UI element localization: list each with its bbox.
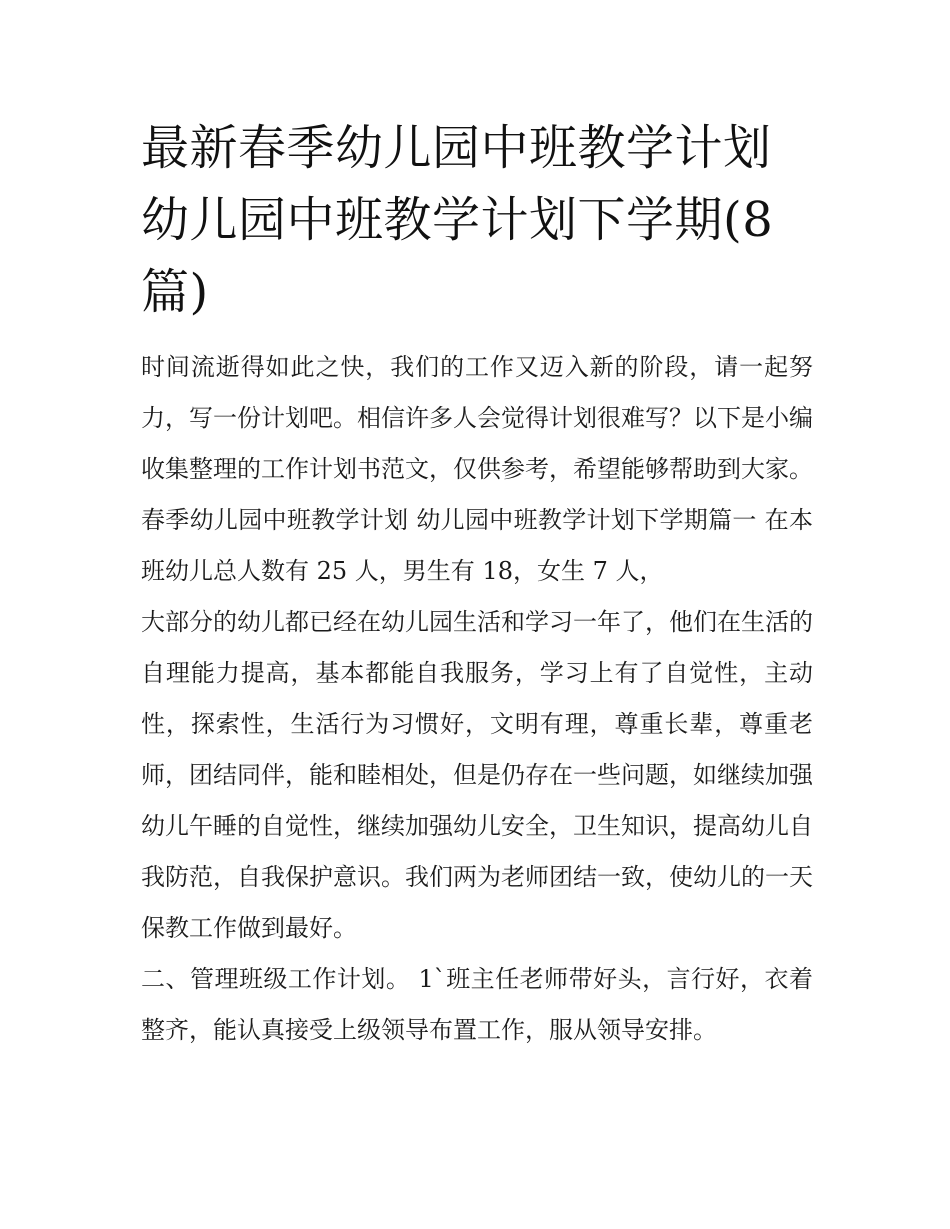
class-size-paragraph: 春季幼儿园中班教学计划 幼儿园中班教学计划下学期篇一 在本班幼儿总人数有 25 人，男生有 18，女生 7 人， [141, 506, 813, 585]
class-management-paragraph: 二、管理班级工作计划。 1`班主任老师带好头，言行好，衣着整齐，能认真接受上级领导布置工作，服从领导安排。 [141, 965, 813, 1044]
title-line-3: 篇) [141, 264, 209, 320]
class-analysis-paragraph: 大部分的幼儿都已经在幼儿园生活和学习一年了，他们在生活的自理能力提高，基本都能自我服务，学习上有了自觉性，主动性，探索性，生活行为习惯好，文明有理，尊重长辈，尊重老师，团结同伴，能和睦相处，但是仍存在一些问题，如继续加强幼儿午睡的自觉性，继续加强幼儿安全，卫生知识，提高幼儿自我防范，自我保护意识。我们两为老师团结一致，使幼儿的一天保教工作做到最好。 [141, 608, 813, 942]
document-body [141, 112, 813, 1056]
title-line-2: 幼儿园中班教学计划下学期(8 [141, 192, 774, 248]
intro-paragraph: 时间流逝得如此之快，我们的工作又迈入新的阶段，请一起努力，写一份计划吧。相信许多人会觉得计划很难写？以下是小编收集整理的工作计划书范文，仅供参考，希望能够帮助到大家。 [141, 353, 813, 483]
document-title [141, 112, 813, 328]
title-line-1: 最新春季幼儿园中班教学计划 [141, 120, 772, 176]
